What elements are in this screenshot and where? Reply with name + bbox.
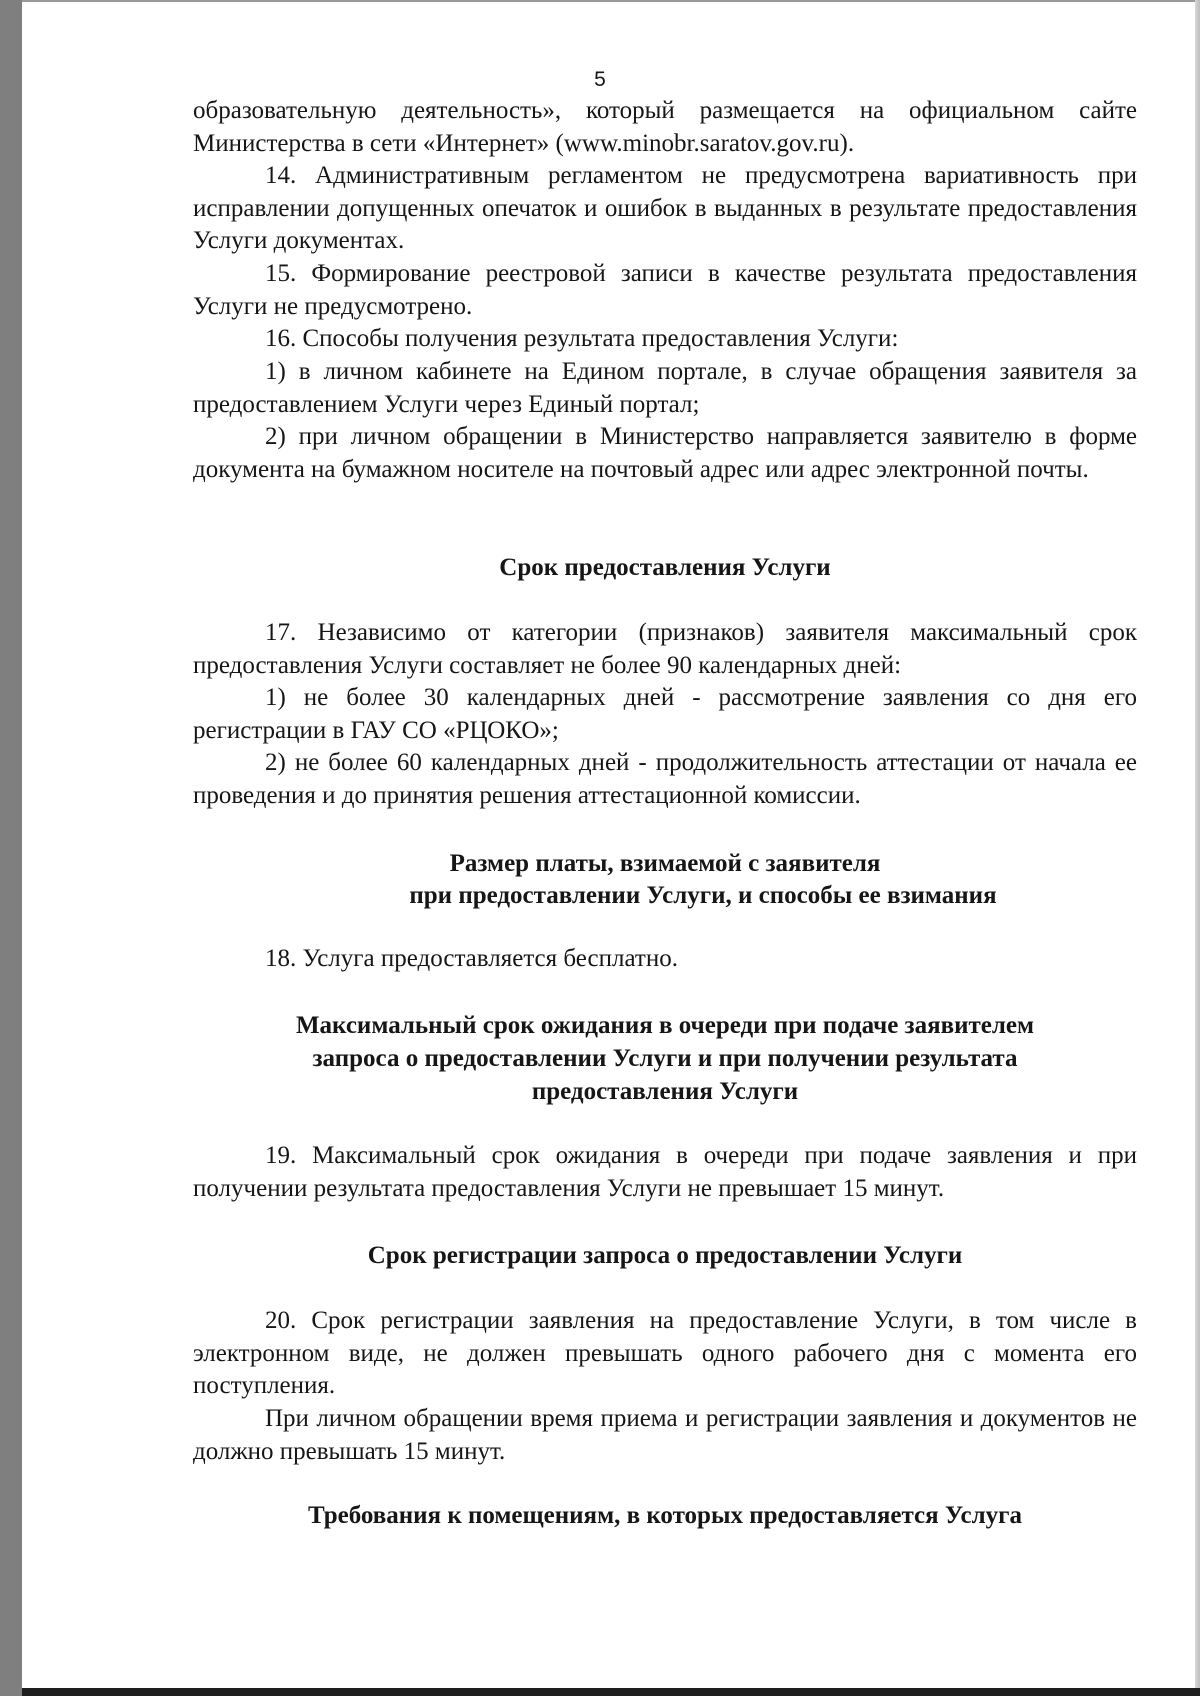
heading-fee-line-2: при предоставлении Услуги, и способы ее взимания [409,882,997,909]
paragraph-16-item-1: 1) в личном кабинете на Едином портале, в случае обращения заявителя за предоставлением Услуги через Единый портал; [193,358,1137,418]
heading-queue-line-1: Максимальный срок ожидания в очереди при подаче заявителем [295,1012,1035,1039]
page-right-edge [1195,0,1200,1696]
paragraph-17-item-1: 1) не более 30 календарных дней - рассмотрение заявления со дня его регистрации в ГАУ СО «РЦОКО»; [193,684,1137,744]
heading-service-term: Срок предоставления Услуги [499,554,831,581]
paragraph-17: 17. Независимо от категории (признаков) заявителя максимальный срок предоставления Услуги составляет не более 90 календарных дней: [193,619,1137,679]
paragraph-16: 16. Способы получения результата предоставления Услуги: [265,325,899,352]
paragraph-17-item-2: 2) не более 60 календарных дней - продолжительность аттестации от начала ее проведения и до принятия решения аттестационной комиссии. [193,749,1137,809]
paragraph-14: 14. Административным регламентом не предусмотрена вариативность при исправлении допущенных опечаток и ошибок в выданных в результате предоставления Услуги документах. [193,162,1137,254]
page-number: 5 [594,68,606,91]
heading-queue-line-2: запроса о предоставлении Услуги и при получении результата [312,1045,1018,1072]
paragraph-20-second: При личном обращении время приема и регистрации заявления и документов не должно превышать 15 минут. [193,1405,1137,1465]
paragraph-15: 15. Формирование реестровой записи в качестве результата предоставления Услуги не предусмотрено. [193,260,1137,320]
paragraph-20: 20. Срок регистрации заявления на предоставление Услуги, в том числе в электронном виде, не должен превышать одного рабочего дня с момента его поступления. [193,1307,1137,1399]
paragraph-19: 19. Максимальный срок ожидания в очереди при подаче заявления и при получении результата предоставления Услуги не превышает 15 минут. [193,1142,1137,1202]
heading-registration-term: Срок регистрации запроса о предоставлении Услуги [367,1242,963,1269]
paragraph-16-item-2: 2) при личном обращении в Министерство направляется заявителю в форме документа на бумажном носителе на почтовый адрес или адрес электронной почты. [193,423,1137,483]
page-bottom-edge [22,1688,1200,1696]
viewer-left-margin [0,0,22,1696]
paragraph-intro: образовательную деятельность», который размещается на официальном сайте Министерства в сети «Интернет» (www.minobr.saratov.gov.ru). [193,97,1137,157]
heading-premises-requirements: Требования к помещениям, в которых предоставляется Услуга [307,1502,1023,1529]
heading-queue-line-3: предоставления Услуги [531,1078,799,1105]
heading-fee-line-1: Размер платы, взимаемой с заявителя [449,850,881,877]
page-top-edge [22,0,1200,2]
paragraph-18: 18. Услуга предоставляется бесплатно. [265,945,678,972]
